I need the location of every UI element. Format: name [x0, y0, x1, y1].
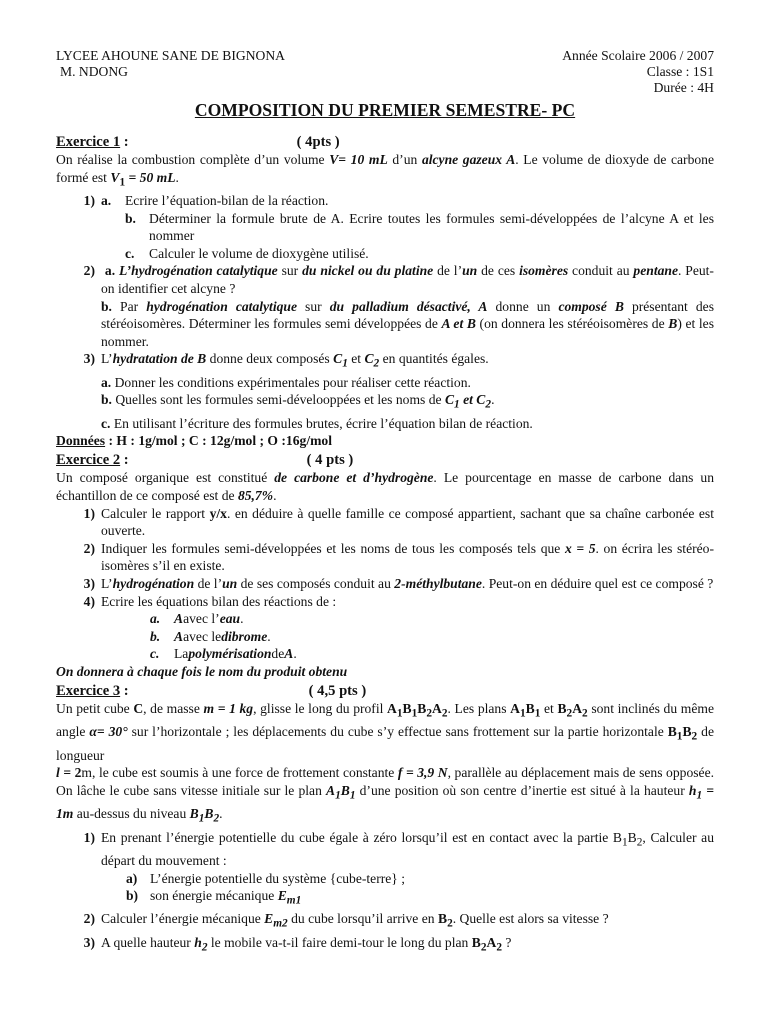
exercise-1-label: Exercice 1 [56, 133, 121, 150]
ex1-data-line: Données : H : 1g/mol ; C : 12g/mol ; O :16g/mol [56, 433, 332, 449]
ex2-note: On donnera à chaque fois le nom du produit obtenu [56, 663, 348, 679]
ex1-question-3: 3) L’hydratation de B donne deux composés $C_1$ et $C_2$ en quantités égales. [83, 351, 489, 371]
ex1-question-2: 2) a. L’hydrogénation catalytique sur du nickel ou du platine de l’un de ces isomères conduit au pentane. Peut-on identifier cet alcyne ? [83, 263, 714, 297]
exercise-3-intro: Un petit cube C, de masse m = 1 kg, glisse le long du profil $A_1B_1B_2A_2$. Les plans $A_1B_1$ et $B_2A_2$ sont inclinés du même angle α= 30° sur l’horizontale ; les déplacements du cube s’y effectue sans frottement sur la partie horizontale $B_1B_2$ de longueur [56, 701, 714, 763]
exercise-1-heading: Exercice 1 : ( 4pts ) [56, 133, 340, 150]
exercise-1-intro: On réalise la combustion complète d’un volume V= 10 mL d’un alcyne gazeux A. Le volume de dioxyde de carbone formé est $V_1 = 50$ mL. [56, 152, 714, 189]
ex3-question-3: 3) A quelle hauteur $h_2$ le mobile va-t-il faire demi-tour le long du plan $B_2A_2$ ? [83, 934, 512, 954]
ex1-question-1b: b. Déterminer la formule brute de A. Ecrire toutes les formules semi-développées de l’alcyne A et les nommer [125, 210, 714, 244]
exercise-3-heading: Exercice 3 : ( 4,5 pts ) [56, 682, 367, 699]
duration-label: Durée : 4H [653, 80, 714, 95]
header [56, 48, 714, 96]
teacher-name: M. NDONG [60, 64, 128, 79]
ex2-question-3: 3) L’hydrogénation de l’un de ses composés conduit au 2-méthylbutane. Peut-on en déduire quel est ce composé ? [83, 576, 714, 591]
exercise-3-label: Exercice 3 [56, 682, 121, 699]
school-year: Année Scolaire 2006 / 2007 [562, 48, 714, 63]
ex2-question-2: 2) Indiquer les formules semi-développées et les noms de tous les composés tels que x = 5. on écrira les stéréo-isomères s’il en existe. [83, 540, 715, 574]
ex2-question-1: 1) Calculer le rapport y/x. en déduire à quelle famille ce composé appartient, sachant que sa chaîne carbonée est ouverte. [83, 505, 714, 539]
ex2-question-4a: a. A avec l’ eau . [150, 611, 244, 627]
ex3-question-1a: a) L’énergie potentielle du système {cube-terre} ; [126, 870, 406, 886]
ex1-question-1: 1) a. Ecrire l’équation-bilan de la réaction. [83, 193, 329, 209]
header-right [562, 48, 714, 96]
exercise-2-label: Exercice 2 [56, 451, 121, 468]
ex1-question-3a: a. Donner les conditions expérimentales pour réaliser cette réaction. [101, 374, 471, 390]
ex1-question-2b: b. Par hydrogénation catalytique sur du palladium désactivé, A donne un composé B présentant des stéréoisomères. Déterminer les formules semi développées de A et B (on donnera les stéréoisomères de B) et les nommer. [101, 298, 714, 349]
ex2-question-4: 4) Ecrire les équations bilan des réactions de : [83, 593, 337, 609]
page-title: COMPOSITION DU PREMIER SEMESTRE- PC [194, 100, 576, 120]
ex3-question-2: 2) Calculer l’énergie mécanique $E_{m2}$ du cube lorsqu’il arrive en $B_2$. Quelle est alors sa vitesse ? [83, 911, 609, 931]
ex2-question-4c: c. La polymérisation de A . [150, 646, 297, 662]
ex1-question-3b: b. Quelles sont les formules semi-dévelooppées et les noms de $C_1$ et $C_2$. [101, 392, 495, 412]
exercise-1-points: ( 4pts ) [296, 133, 340, 150]
exercise-3-intro-2: l = 2m, le cube est soumis à une force de frottement constante f = 3,9 N, parallèle au déplacement mais de sens opposée. On lâche le cube sans vitesse initiale sur le plan $A_1B_1$ d’une position où son centre d’inertie est situé à la hauteur $h_1 = 1m$ au-dessus du niveau $B_1B_2$. [56, 765, 714, 825]
exercise-2-points: ( 4 pts ) [306, 451, 354, 468]
class-label: Classe : 1S1 [646, 64, 714, 79]
exercise-2-intro: Un composé organique est constitué de carbone et d’hydrogène. Le pourcentage en masse de carbone dans un échantillon de ce composé est de 85,7%. [56, 470, 714, 504]
ex1-question-1c: c. Calculer le volume de dioxygène utilisé. [125, 245, 369, 261]
header-left [56, 48, 285, 96]
exercise-3-points: ( 4,5 pts ) [308, 682, 367, 699]
ex3-question-1: 1) En prenant l’énergie potentielle du cube égale à zéro lorsqu’il est en contact avec la partie $B_1B_2$, Calculer au départ du mouvement : [83, 829, 714, 868]
ex3-question-1b: b) son énergie mécanique $E_{m1}$ [126, 888, 302, 907]
school-name: LYCEE AHOUNE SANE DE BIGNONA [56, 48, 285, 63]
ex1-question-3c: c. En utilisant l’écriture des formules brutes, écrire l’équation bilan de réaction. [101, 415, 533, 431]
exercise-2-heading: Exercice 2 : ( 4 pts ) [56, 451, 354, 468]
ex2-question-4b: b. A avec le dibrome . [150, 628, 271, 644]
